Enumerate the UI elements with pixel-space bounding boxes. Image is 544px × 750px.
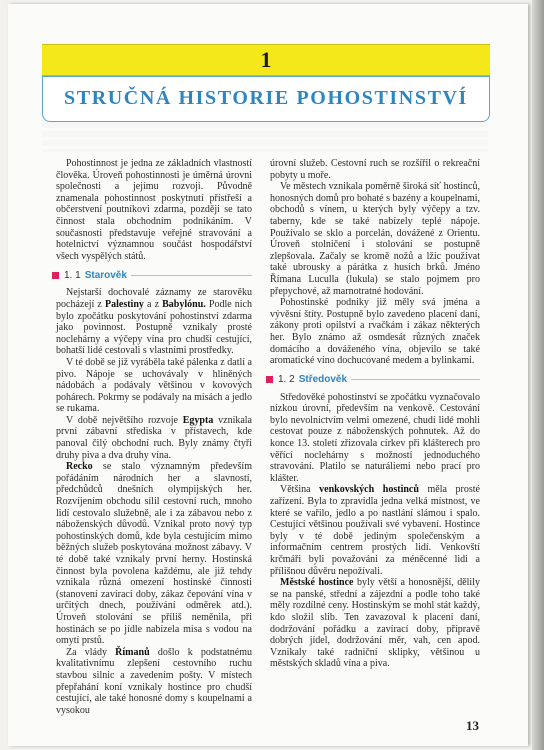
chapter-title: STRUČNÁ HISTORIE POHOSTINSTVÍ	[64, 87, 468, 109]
chapter-number: 1	[260, 47, 272, 72]
paragraph: Za vlády Římanů došlo k podstatnému kvalitativnímu zlepšení cestovního ruchu stavbou silnic a zavedením pošty. V místech přepřahání koní vznikaly hostince pro chudší cestující, ale také honosné domy s koupelnami a vysokou	[56, 646, 252, 716]
section-label: Středověk	[298, 373, 348, 385]
show-through-text	[42, 122, 488, 152]
intro-paragraph: Pohostinnost je jedna ze základních vlastností člověka. Úroveň pohostinnosti je úměrná úrovni společnosti a jejímu rozvoji. Původně znamenala pohostinnost poskytnutí přístřeší a občerstvení poutníkovi zdarma, později se tato činnost stala obchodním podnikáním. V současnosti představuje veřejné stravování a hotelnictví významnou součást hospodářství všech vyspělých států.	[56, 158, 252, 262]
section-rule	[131, 275, 252, 276]
chapter-number-bar	[42, 44, 490, 76]
paragraph: V té době se již vyráběla také pálenka z datlí a pivo. Nápoje se uchovávaly v hliněných nádobách a podávaly většinou v kovových pohárech. Pokrmy se podávaly na mísách a jedlo se rukama.	[56, 356, 252, 415]
paragraph: Pohostinské podniky již měly svá jména a vývěsní štíty. Postupně bylo zavedeno placení daní, zákony proti opilství a rvačkám i zákaz některých her. Bylo známo až osmdesát různých značek domácího a dováženého vína, objevilo se také aromatické víno dochucované medem a bylinkami.	[270, 297, 480, 367]
paragraph: Městské hostince byly větší a honosnější, dělily se na panské, střední a zájezdní a podle toho také měly rozdílné ceny. Hostinským se mohl stát každý, kdo složil slib. Ten zavazoval k placení daní, dodržování pořádku a zavírací doby, přípravě dobrých jídel, dodržování měr, vah, cen apod. Vznikaly také radniční sklipky, většinou u městských skladů vína a piva.	[270, 577, 480, 670]
left-column	[56, 158, 252, 716]
section-number: 1. 2	[278, 373, 295, 385]
section-rule	[351, 379, 480, 380]
paragraph: Středověké pohostinství se zpočátku vyznačovalo nízkou úrovní, především na venkově. Cestování bylo nevolnictvím velmi omezené, chudí lidé mohli cestovat pouze z náboženských pohnutek. Až do konce 13. století zřizovala církev při klášterech pro věřící noclehárny s možností jednoduchého stravování. Platilo se naturáliemi nebo prací pro klášter.	[270, 391, 480, 484]
section-heading-stredovek	[266, 374, 480, 386]
paragraph: úrovní služeb. Cestovní ruch se rozšířil o rekreační pobyty u moře.	[270, 158, 480, 181]
right-column	[270, 158, 480, 670]
chapter-title-box	[42, 76, 490, 122]
section-marker-icon	[266, 376, 273, 383]
page-number: 13	[466, 718, 479, 733]
paragraph: V době největšího rozvoje Egypta vznikala první zábavní střediska v přístavech, kde panoval čilý obchodní ruch. Byly známy čtyři druhy piva a dva druhy vína.	[56, 414, 252, 461]
section-number: 1. 1	[64, 269, 81, 281]
section-label: Starověk	[84, 269, 127, 281]
page-edge	[532, 0, 544, 750]
paragraph: Recko se stalo významným především pořádáním národních her a slavností, předchůdců dnešních olympijských her. Rozvíjením obchodu sílil cestovní ruch, mnoho lidí cestovalo služebně, ale i za zábavou nebo z náboženských důvodů. Vznikal proto nový typ pohostinských domů, kde byla cestujícím mimo běžných služeb poskytována možnost zábavy. V té době také vznikaly první herny. Hostinská činnost byla povolena každému, ale již tehdy vznikala různá omezení hostinské činnosti (stanovení zavírací doby, zákaz čepování vína v určitých dnech, používání odměrek atd.). Úroveň stolování se příliš neměnila, při hostinách se po jídle nabízela misa s vodou na omytí prstů.	[56, 461, 252, 647]
paragraph: Většina venkovských hostinců měla prosté zařízení. Byla to zpravidla jedna velká místnost, ve které se vařilo, jedlo a po nastlání slámou i spalo. Cestující většinou používali své vybavení. Hostince byly v té době jediným společenským a informačním centrem prostých lidí. Venkovští krčmáři byli považováni za méněcenné lidi a přílišnou důvěru nepožívali.	[270, 484, 480, 577]
section-marker-icon	[52, 272, 59, 279]
paragraph: Nejstarší dochovalé záznamy ze starověku pocházejí z Palestiny a z Babylónu. Podle nich bylo zpočátku poskytování pohostinství zdarma jako povinnost. Postupně vznikaly prosté noclehárny a výčepy vína pro chudší cestující, bohatší lidé cestovali s vlastními prostředky.	[56, 287, 252, 357]
paragraph: Ve městech vznikala poměrně široká síť hostinců, honosných domů pro bohaté s bazény a koupelnami, obchodů s vínem, u kterých byly výčepy a tzv. taberny, kde se také nabízely teplé nápoje. Používalo se sklo a porcelán, dovážené z Orientu. Úroveň stolničení i stolování se postupně zlepšovala. Začaly se kromě nožů a lžic používat také ubrousky a párátka z husích brků. Jméno Římana Luculla (lukula) se stalo pojmem pro přepychové, až marnotratné hodování.	[270, 181, 480, 297]
section-heading-starovek	[52, 269, 252, 281]
